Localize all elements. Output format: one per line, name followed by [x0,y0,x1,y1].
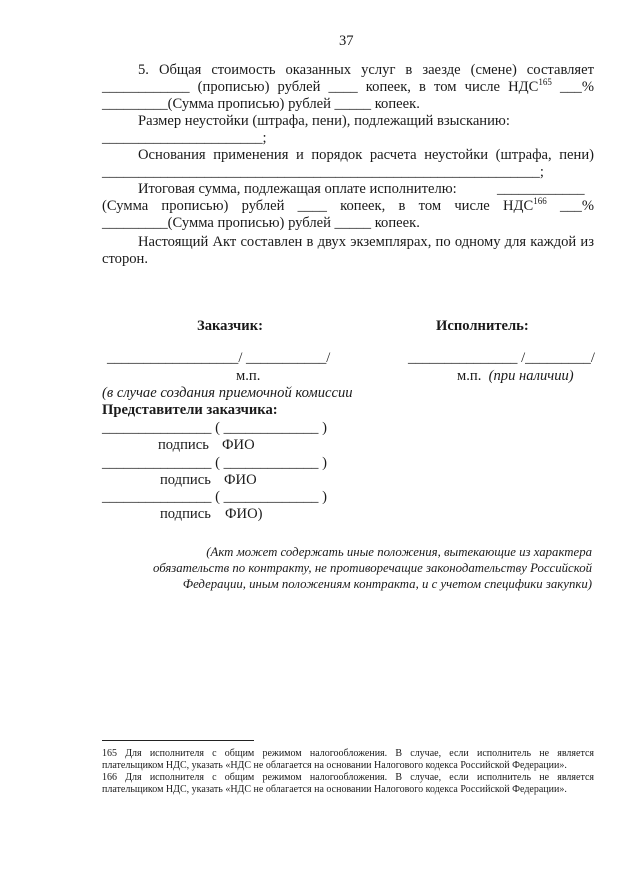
paragraph-5-line-1: 5. Общая стоимость оказанных услуг в заезде (смене) составляет [138,62,594,78]
act-note-line-2: обязательств по контракту, не противоречащие законодательству Российской [152,561,592,575]
executor-signature-line: _______________ /_________/ [408,350,595,366]
act-note [153,544,592,592]
footnote-separator [102,740,254,741]
footnote-ref-165: 165 [538,77,552,87]
customer-heading: Заказчик: [197,318,263,334]
page-number: 37 [339,33,354,49]
footnote-166-line-2: плательщиком НДС, указать «НДС не облагается на основании Налогового кодекса Российской Федерации». [102,784,567,795]
footnote-165-line-2: плательщиком НДС, указать «НДС не облагается на основании Налогового кодекса Российской Федерации». [102,760,567,771]
paragraph-5-line-3: _________(Сумма прописью) рублей _____ копеек. [102,96,420,112]
executor-stamp-note: (при наличии) [488,368,574,384]
rep-2-name-label: ФИО [224,472,257,488]
total-sum-label: Итоговая сумма, подлежащая оплате исполнителю: [138,181,457,197]
customer-stamp-label: м.п. [236,368,261,384]
copies-line-2: сторон. [102,251,149,267]
penalty-grounds-blank: ____________________________________________________________; [102,164,544,180]
footnote-ref-166: 166 [533,196,547,206]
rep-3-name-label: ФИО) [225,506,263,522]
total-sum-line-2: (Сумма прописью) рублей ____ копеек, в том числе НДС$^{166}$ ___% [102,196,594,214]
act-note-line-1: (Акт может содержать иные положения, вытекающие из характера [206,545,592,559]
rep-1-sign-label: подпись [158,437,209,453]
rep-2-sign-label: подпись [160,472,211,488]
penalty-amount-label: Размер неустойки (штрафа, пени), подлежащий взысканию: [138,113,510,129]
rep-2-line: _______________ ( _____________ ) [102,455,327,471]
footnote-165-line-1: 165 Для исполнителя с общим режимом налогообложения. В случае, если исполнитель не является [102,748,594,759]
act-note-line-3: Федерации, иным положениям контракта, и с учетом специфики закупки) [182,577,592,591]
commission-note: (в случае создания приемочной комиссии [102,385,353,401]
penalty-grounds-label: Основания применения и порядок расчета неустойки (штрафа, пени) [138,147,594,163]
total-sum-line-3: _________(Сумма прописью) рублей _____ копеек. [102,215,420,231]
representatives-heading: Представители заказчика: [102,402,278,418]
executor-stamp-label: м.п. (при наличии) [457,368,574,384]
rep-3-sign-label: подпись [160,506,211,522]
footnote-166-line-1: 166 Для исполнителя с общим режимом налогообложения. В случае, если исполнитель не является [102,772,594,783]
rep-1-line: _______________ ( _____________ ) [102,420,327,436]
executor-heading: Исполнитель: [436,318,529,334]
rep-3-line: _______________ ( _____________ ) [102,489,327,505]
paragraph-5-line-2: ____________ (прописью) рублей ____ копеек, в том числе НДС$^{165}$ ___% [102,77,594,95]
total-sum-blank: ____________ [497,181,585,197]
rep-1-name-label: ФИО [222,437,255,453]
customer-signature-line: __________________/ ___________/ [107,350,331,366]
penalty-amount-blank: ______________________; [102,130,267,146]
copies-line-1: Настоящий Акт составлен в двух экземплярах, по одному для каждой из [138,234,594,250]
